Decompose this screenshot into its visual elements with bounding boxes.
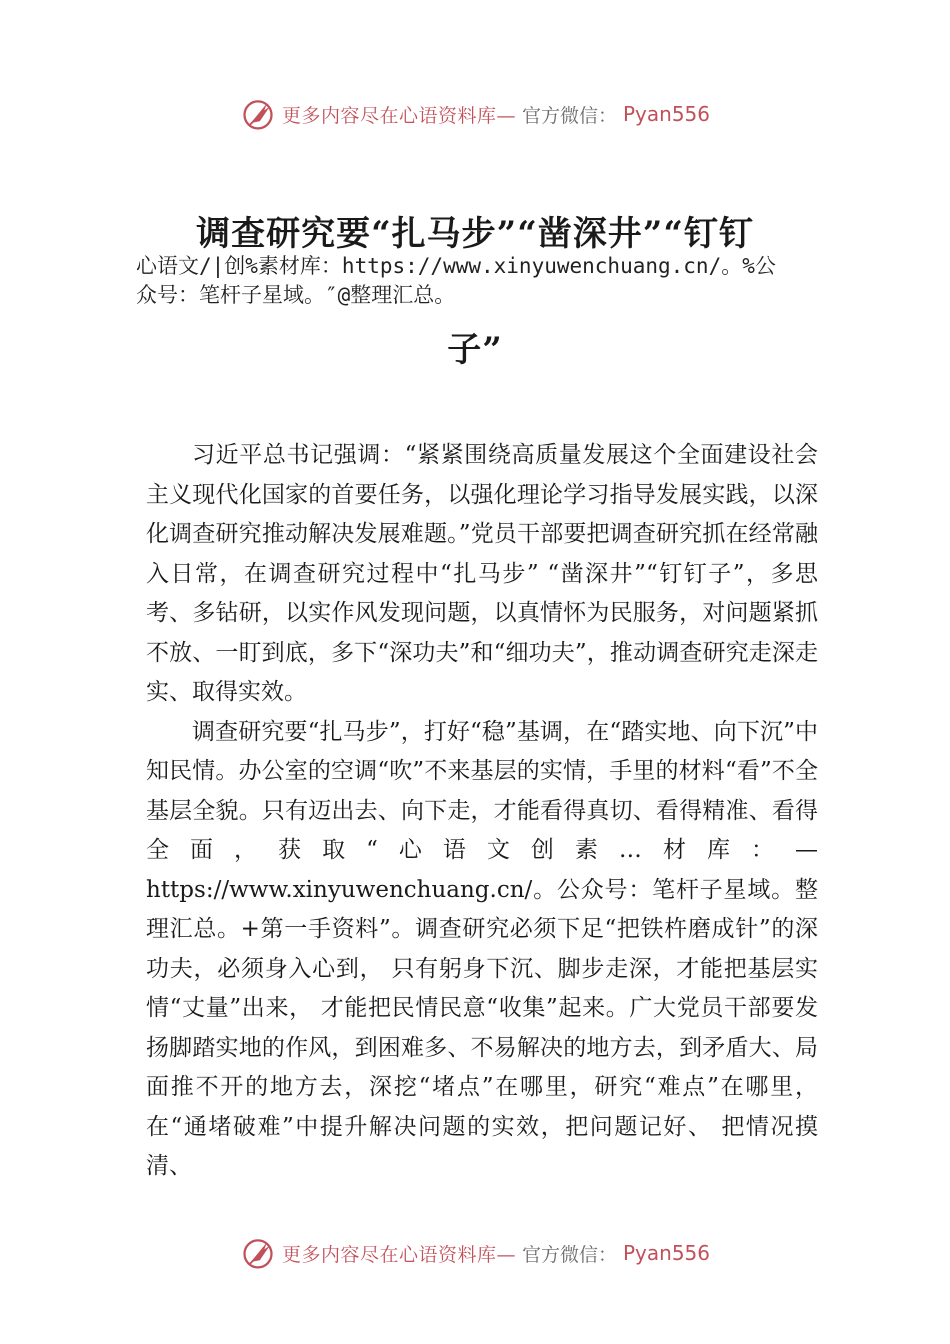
document-title-line-1: 调查研究要“扎马步”“凿深井”“钉钉 bbox=[196, 214, 754, 254]
document-title-line-2: 子” bbox=[447, 330, 503, 370]
document-body bbox=[146, 436, 818, 1187]
quill-logo-icon bbox=[240, 1235, 276, 1271]
banner-wechat-label: 官方微信： bbox=[521, 104, 617, 127]
watermark-line-1: 心语文/|创%素材库：https://www.xinyuwenchuang.cn/。%公 bbox=[136, 254, 776, 278]
quill-logo-icon bbox=[240, 96, 276, 132]
banner-wechat-id: Pyan556 bbox=[623, 1241, 711, 1265]
banner-text: 更多内容尽在心语资料库— bbox=[281, 1243, 516, 1266]
banner-text: 更多内容尽在心语资料库— bbox=[281, 104, 516, 127]
watermark-line-2: 众号：笔杆子星域。″@整理汇总。 bbox=[136, 283, 456, 307]
header-banner bbox=[0, 94, 950, 134]
footer-banner bbox=[0, 1233, 950, 1273]
banner-wechat-id: Pyan556 bbox=[623, 102, 711, 126]
watermark-overlay bbox=[136, 252, 836, 310]
paragraph-2: 调查研究要“扎马步”，打好“稳”基调，在“踏实地、向下沉”中知民情。办公室的空调“吹”不来基层的实情，手里的材料“看”不全基层全貌。只有迈出去、向下走，才能看得真切、看得精准、看得全面，获取“心语文创素…材库：—https://www.xinyuwenchuang.cn/。公众号：笔杆子星域。整理汇总。+第一手资料”。调查研究必须下足“把铁杵磨成针”的深功夫，必须身入心到， 只有躬身下沉、脚步走深，才能把基层实情“丈量”出来， 才能把民情民意“收集”起来。广大党员干部要发扬脚踏实地的作风，到困难多、不易解决的地方去，到矛盾大、局面推不开的地方去，深挖“堵点”在哪里，研究“难点”在哪里，在“通堵破难”中提升解决问题的实效，把问题记好、 把情况摸清、 bbox=[146, 718, 818, 1179]
paragraph-1: 习近平总书记强调：“紧紧围绕高质量发展这个全面建设社会主义现代化国家的首要任务，以强化理论学习指导发展实践，以深化调查研究推动解决发展难题。”党员干部要把调查研究抓在经常融入日常，在调查研究过程中“扎马步” “凿深井”“钉钉子”，多思考、多钻研，以实作风发现问题，以真情怀为民服务，对问题紧抓不放、一盯到底，多下“深功夫”和“细功夫”，推动调查研究走深走实、取得实效。 bbox=[146, 442, 818, 705]
banner-wechat-label: 官方微信： bbox=[521, 1243, 617, 1266]
